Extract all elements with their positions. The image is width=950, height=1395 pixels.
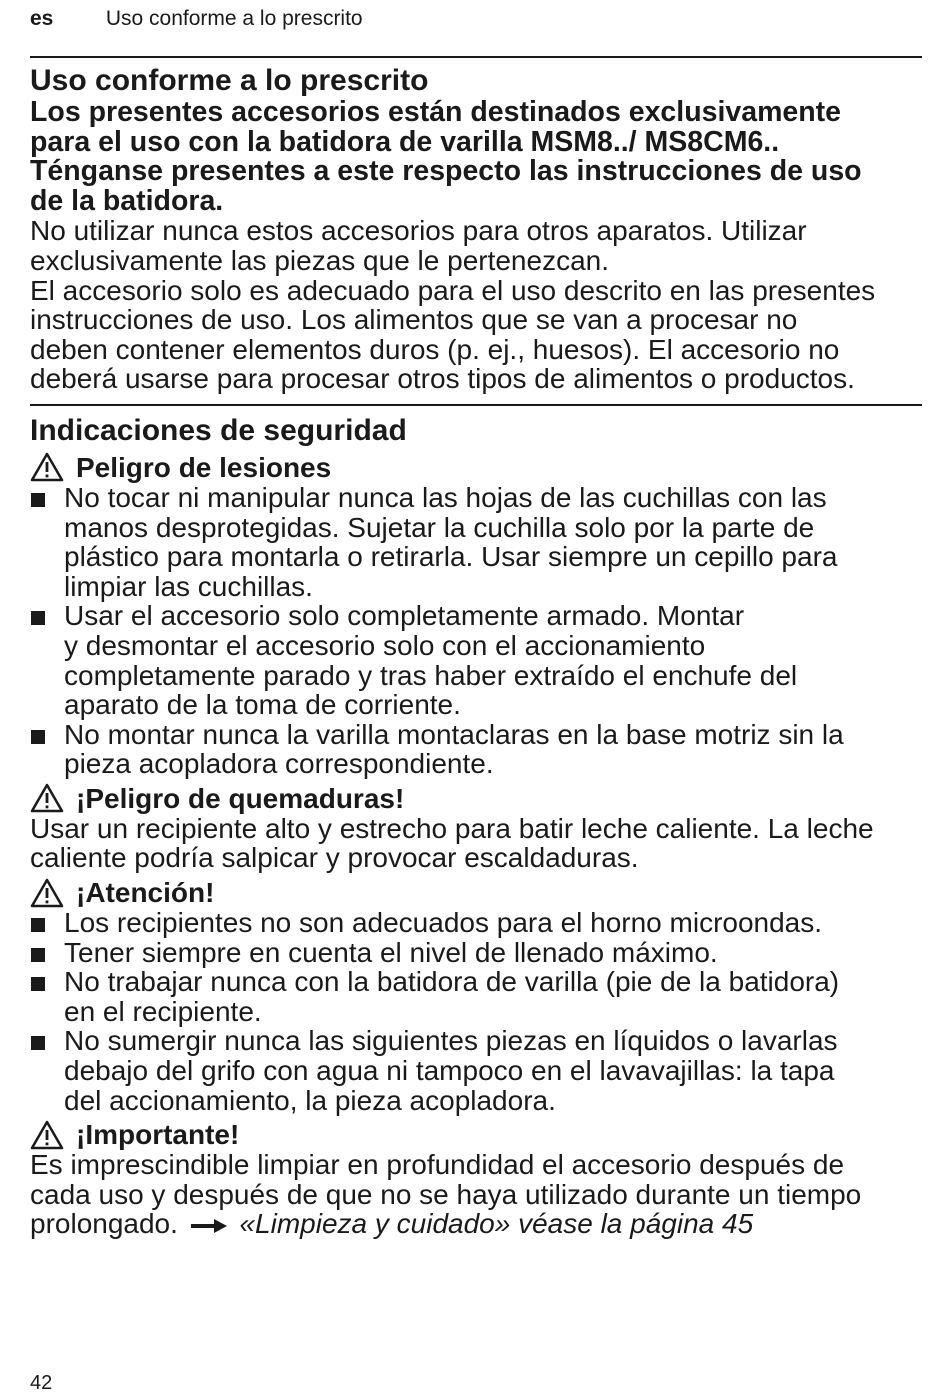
section-heading-intended-use: Uso conforme a lo prescrito <box>30 64 429 97</box>
top-divider <box>30 56 922 58</box>
warning-attention <box>30 877 922 908</box>
text-line: deben contener elementos duros (p. ej., huesos). El accesorio no <box>30 333 840 365</box>
text-line: Los recipientes no son adecuados para el horno microondas. <box>64 907 823 939</box>
warning-title: ¡Peligro de quemaduras! <box>76 782 405 814</box>
text-line: instrucciones de uso. Los alimentos que se van a procesar no <box>30 304 798 336</box>
intro-line: de la batidora. <box>30 184 224 217</box>
text-line: del accionamiento, la pieza acopladora. <box>64 1084 556 1116</box>
header-title: Uso conforme a lo prescrito <box>105 7 363 30</box>
important-paragraph <box>30 1150 922 1239</box>
text-line: debajo del grifo con agua ni tampoco en el lavavajillas: la tapa <box>64 1055 835 1087</box>
text-line: Es imprescindible limpiar en profundidad el accesorio después de <box>30 1149 845 1181</box>
page-header <box>30 7 363 31</box>
warning-triangle-icon <box>30 452 64 482</box>
text-line: El accesorio solo es adecuado para el uso descrito en las presentes <box>30 274 876 306</box>
warning-injury <box>30 452 922 483</box>
language-code: es <box>30 7 54 30</box>
section-heading-safety: Indicaciones de seguridad <box>30 413 407 447</box>
text-line: deberá usarse para procesar otros tipos de alimentos o productos. <box>30 363 855 395</box>
text-line <box>30 1209 922 1239</box>
page-reference-link[interactable]: «Limpieza y cuidado» véase la página 45 <box>239 1208 754 1240</box>
square-bullet-icon <box>31 493 45 507</box>
section-divider <box>30 404 922 406</box>
text-line: manos desprotegidas. Sujetar la cuchilla solo por la parte de <box>64 511 815 543</box>
list-item <box>30 1026 922 1115</box>
list-item <box>30 938 922 968</box>
text-line: No montar nunca la varilla montaclaras en la base motriz sin la <box>64 718 844 750</box>
burn-paragraph <box>30 814 922 873</box>
attention-list <box>30 908 922 1115</box>
text-line: No sumergir nunca las siguientes piezas en líquidos o lavarlas <box>64 1025 838 1057</box>
intro-line: para el uso con la batidora de varilla MSM8../ MS8CM6.. <box>30 125 780 158</box>
intro-line: Ténganse presentes a este respecto las instrucciones de uso <box>30 155 862 188</box>
list-item <box>30 908 922 938</box>
square-bullet-icon <box>31 918 45 932</box>
warning-important <box>30 1119 922 1150</box>
list-item <box>30 601 922 719</box>
warning-title: Peligro de lesiones <box>76 451 332 483</box>
square-bullet-icon <box>31 730 45 744</box>
warning-triangle-icon <box>30 878 64 908</box>
intro-bold-paragraph <box>30 98 922 216</box>
injury-list <box>30 483 922 779</box>
square-bullet-icon <box>31 1036 45 1050</box>
text-line: No utilizar nunca estos accesorios para otros aparatos. Utilizar <box>30 215 807 247</box>
square-bullet-icon <box>31 611 45 625</box>
warning-title: ¡Importante! <box>76 1119 240 1151</box>
main-content <box>30 64 922 1239</box>
paragraph-usage <box>30 276 922 394</box>
text-line: No tocar ni manipular nunca las hojas de las cuchillas con las <box>64 481 827 513</box>
warning-triangle-icon <box>30 783 64 813</box>
warning-title: ¡Atención! <box>76 877 215 909</box>
text-line: en el recipiente. <box>64 995 262 1027</box>
text-line: y desmontar el accesorio solo con el accionamiento <box>64 629 706 661</box>
page-number: 42 <box>30 1372 53 1394</box>
warning-burn <box>30 783 922 814</box>
text-line: pieza acopladora correspondiente. <box>64 748 494 780</box>
arrow-right-icon <box>190 1217 228 1235</box>
intro-line: Los presentes accesorios están destinados exclusivamente <box>30 96 842 128</box>
text-line: aparato de la toma de corriente. <box>64 689 461 721</box>
text-line: exclusivamente las piezas que le pertenezcan. <box>30 244 610 276</box>
text-line: Usar un recipiente alto y estrecho para batir leche caliente. La leche <box>30 812 874 844</box>
text-line: caliente podría salpicar y provocar escaldaduras. <box>30 842 639 874</box>
text-line: Tener siempre en cuenta el nivel de llenado máximo. <box>64 936 718 968</box>
text-line: No trabajar nunca con la batidora de varilla (pie de la batidora) <box>64 966 840 998</box>
square-bullet-icon <box>31 948 45 962</box>
list-item <box>30 967 922 1026</box>
text-fragment: prolongado. <box>30 1208 178 1240</box>
list-item <box>30 720 922 779</box>
text-line: cada uso y después de que no se haya utilizado durante un tiempo <box>30 1178 862 1210</box>
list-item <box>30 483 922 601</box>
text-line: plástico para montarla o retirarla. Usar siempre un cepillo para <box>64 541 838 573</box>
text-line: Usar el accesorio solo completamente armado. Montar <box>64 600 745 632</box>
text-line: completamente parado y tras haber extraído el enchufe del <box>64 659 798 691</box>
text-line: limpiar las cuchillas. <box>64 570 313 602</box>
paragraph-other-devices <box>30 216 922 275</box>
warning-triangle-icon <box>30 1120 64 1150</box>
square-bullet-icon <box>31 977 45 991</box>
